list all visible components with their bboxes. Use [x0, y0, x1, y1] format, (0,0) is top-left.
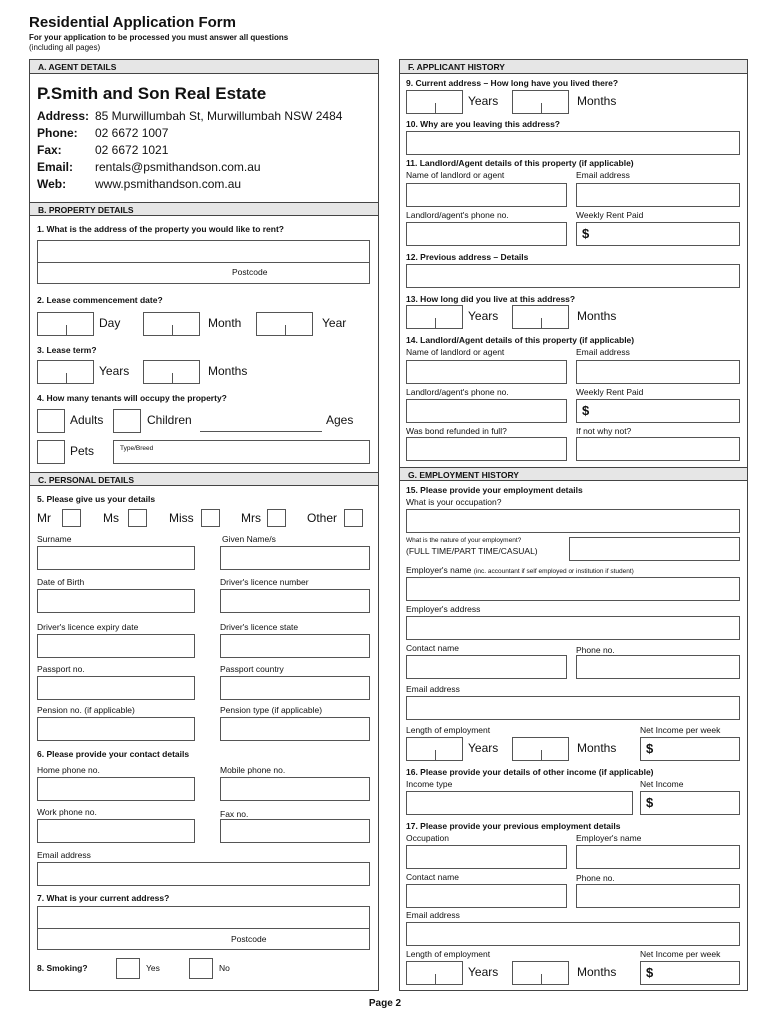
- agent-phone-row: [37, 126, 168, 140]
- months-label: Months: [208, 364, 248, 378]
- dollar-sign-2: $: [582, 403, 590, 418]
- dob-label: Date of Birth: [37, 577, 85, 587]
- agent-address-row: [37, 109, 342, 123]
- title-miss-label: Miss: [169, 511, 194, 525]
- agent-phone: 02 6672 1007: [95, 126, 169, 140]
- prev-weekly-rent-input[interactable]: [576, 399, 740, 423]
- agent-email-row: [37, 160, 261, 174]
- dollar-sign-3: $: [646, 741, 654, 756]
- postcode-label-2: Postcode: [231, 934, 267, 944]
- employment-nature-input[interactable]: [569, 537, 740, 561]
- section-personal-details: C. PERSONAL DETAILS: [30, 472, 378, 486]
- employer-name-text: Employer's name: [406, 565, 472, 575]
- months-label-h1: Months: [577, 94, 617, 108]
- prev-weekly-rent-label: Weekly Rent Paid: [576, 387, 644, 397]
- licence-state-input[interactable]: [220, 634, 370, 658]
- postcode-label: Postcode: [232, 267, 268, 277]
- question-12: 12. Previous address – Details: [406, 252, 529, 262]
- employer-name-note: (inc. accountant if self employed or institution if student): [473, 568, 634, 575]
- prev-contact-name-input[interactable]: [406, 884, 567, 908]
- lease-day-input[interactable]: [37, 312, 94, 336]
- if-not-label: If not why not?: [576, 426, 632, 436]
- email-label: Email address: [37, 850, 91, 860]
- landlord-email-input[interactable]: [576, 183, 740, 207]
- email-input[interactable]: [37, 862, 370, 886]
- question-8: 8. Smoking?: [37, 963, 88, 973]
- month-label: Month: [208, 316, 242, 330]
- question-7: 7. What is your current address?: [37, 893, 170, 903]
- prev-landlord-email-input[interactable]: [576, 360, 740, 384]
- other-net-income-input[interactable]: [640, 791, 740, 815]
- type-breed-label: Type/Breed: [120, 445, 154, 452]
- title-ms-checkbox[interactable]: [128, 509, 147, 527]
- form-subtitle: For your application to be processed you must answer all questions: [29, 33, 289, 42]
- pension-type-label: Pension type (if applicable): [220, 705, 323, 715]
- title-ms-label: Ms: [103, 511, 119, 525]
- surname-input[interactable]: [37, 546, 195, 570]
- question-10: 10. Why are you leaving this address?: [406, 119, 560, 129]
- pet-type-input[interactable]: [113, 440, 370, 464]
- smoking-yes-checkbox[interactable]: [116, 958, 140, 979]
- pension-no-label: Pension no. (if applicable): [37, 705, 135, 715]
- prev-landlord-phone-label: Landlord/agent's phone no.: [406, 387, 509, 397]
- ages-label: Ages: [326, 413, 354, 427]
- previous-months-input[interactable]: [512, 305, 569, 329]
- web-label: Web:: [37, 177, 67, 191]
- page-number: Page 2: [368, 998, 402, 1009]
- contact-phone-input[interactable]: [576, 655, 740, 679]
- section-property-details: B. PROPERTY DETAILS: [30, 202, 378, 216]
- question-13: 13. How long did you live at this address?: [406, 294, 576, 304]
- mobile-phone-input[interactable]: [220, 777, 370, 801]
- question-2: 2. Lease commencement date?: [37, 295, 163, 305]
- prev-landlord-phone-input[interactable]: [406, 399, 567, 423]
- title-mr-label: Mr: [37, 511, 51, 525]
- years-label: Years: [99, 364, 130, 378]
- licence-no-input[interactable]: [220, 589, 370, 613]
- employment-years-input[interactable]: [406, 737, 463, 761]
- adults-label: Adults: [70, 413, 104, 427]
- phone-label: Phone:: [37, 126, 78, 140]
- pets-label: Pets: [70, 444, 95, 458]
- prev-phone-no-label: Phone no.: [576, 873, 615, 883]
- previous-address-input[interactable]: [406, 264, 740, 288]
- question-3: 3. Lease term?: [37, 345, 97, 355]
- phone-no-label: Phone no.: [576, 645, 615, 655]
- dollar-sign: $: [582, 226, 590, 241]
- lease-year-input[interactable]: [256, 312, 313, 336]
- address-label: Address:: [37, 109, 90, 123]
- prev-occupation-input[interactable]: [406, 845, 567, 869]
- work-phone-input[interactable]: [37, 819, 195, 843]
- lease-month-input[interactable]: [143, 312, 200, 336]
- contact-name-label: Contact name: [406, 643, 459, 653]
- adults-input[interactable]: [37, 409, 65, 433]
- passport-no-input[interactable]: [37, 676, 195, 700]
- fax-no-label: Fax no.: [220, 809, 249, 819]
- income-type-input[interactable]: [406, 791, 633, 815]
- months-label-h2: Months: [577, 309, 617, 323]
- landlord-phone-label: Landlord/agent's phone no.: [406, 210, 509, 220]
- licence-expiry-input[interactable]: [37, 634, 195, 658]
- passport-no-label: Passport no.: [37, 664, 85, 674]
- question-15: 15. Please provide your employment details: [406, 485, 583, 495]
- income-type-label: Income type: [406, 779, 453, 789]
- months-label-e2: Months: [577, 965, 617, 979]
- licence-state-label: Driver's licence state: [220, 622, 299, 632]
- years-label-e2: Years: [468, 965, 499, 979]
- passport-country-input[interactable]: [220, 676, 370, 700]
- children-input[interactable]: [113, 409, 141, 433]
- dollar-sign-4: $: [646, 795, 654, 810]
- previous-years-input[interactable]: [406, 305, 463, 329]
- question-17: 17. Please provide your previous employment details: [406, 821, 621, 831]
- prev-email-input[interactable]: [406, 922, 740, 946]
- given-names-label: Given Name/s: [222, 534, 276, 544]
- smoking-no-checkbox[interactable]: [189, 958, 213, 979]
- licence-no-label: Driver's licence number: [220, 577, 309, 587]
- question-5: 5. Please give us your details: [37, 494, 156, 504]
- prev-contact-phone-input[interactable]: [576, 884, 740, 908]
- prev-length-label: Length of employment: [406, 949, 491, 959]
- question-1: 1. What is the address of the property you would like to rent?: [37, 224, 285, 234]
- net-income-label-2: Net Income: [640, 779, 684, 789]
- employer-name-input[interactable]: [406, 577, 740, 601]
- employer-name-label: [406, 565, 634, 575]
- agent-fax: 02 6672 1021: [95, 143, 169, 157]
- question-16: 16. Please provide your details of other income (if applicable): [406, 767, 654, 777]
- if-not-input[interactable]: [576, 437, 740, 461]
- title-other-label: Other: [307, 511, 338, 525]
- pension-no-input[interactable]: [37, 717, 195, 741]
- bond-refunded-label: Was bond refunded in full?: [406, 426, 507, 436]
- section-agent-details: A. AGENT DETAILS: [30, 60, 378, 74]
- prev-net-income-label: Net Income per week: [640, 949, 721, 959]
- prev-occupation-label: Occupation: [406, 833, 449, 843]
- title-miss-checkbox[interactable]: [201, 509, 220, 527]
- bond-refunded-input[interactable]: [406, 437, 567, 461]
- home-phone-label: Home phone no.: [37, 765, 100, 775]
- nature-question: What is the nature of your employment?: [406, 537, 522, 544]
- employer-address-label: Employer's address: [406, 604, 481, 614]
- agent-address: 85 Murwillumbah St, Murwillumbah NSW 2484: [95, 109, 343, 123]
- question-4: 4. How many tenants will occupy the property?: [37, 393, 227, 403]
- property-address-input[interactable]: [37, 240, 370, 284]
- years-label-e1: Years: [468, 741, 499, 755]
- section-employment-history: G. EMPLOYMENT HISTORY: [400, 467, 747, 481]
- pets-input[interactable]: [37, 440, 65, 464]
- employment-months-input[interactable]: [512, 737, 569, 761]
- prev-net-income-input[interactable]: [640, 961, 740, 985]
- landlord-name-input[interactable]: [406, 183, 567, 207]
- agent-email: rentals@psmithandson.com.au: [95, 160, 261, 174]
- title-mrs-checkbox[interactable]: [267, 509, 286, 527]
- years-label-h2: Years: [468, 309, 499, 323]
- title-mrs-label: Mrs: [241, 511, 261, 525]
- prev-landlord-name-input[interactable]: [406, 360, 567, 384]
- lease-term-months-input[interactable]: [143, 360, 200, 384]
- employer-address-input[interactable]: [406, 616, 740, 640]
- net-income-label: Net Income per week: [640, 725, 721, 735]
- weekly-rent-label: Weekly Rent Paid: [576, 210, 644, 220]
- dob-input[interactable]: [37, 589, 195, 613]
- landlord-phone-input[interactable]: [406, 222, 567, 246]
- year-label: Year: [322, 316, 347, 330]
- years-label-h1: Years: [468, 94, 499, 108]
- agent-name: P.Smith and Son Real Estate: [37, 84, 267, 103]
- children-label: Children: [147, 413, 192, 427]
- mobile-phone-label: Mobile phone no.: [220, 765, 286, 775]
- agent-web: www.psmithandson.com.au: [95, 177, 242, 191]
- day-label: Day: [99, 316, 121, 330]
- prev-employer-name-input[interactable]: [576, 845, 740, 869]
- prev-landlord-name-label: Name of landlord or agent: [406, 347, 505, 357]
- prev-contact-name-label: Contact name: [406, 872, 459, 882]
- occupation-question: What is your occupation?: [406, 497, 502, 507]
- ages-line[interactable]: [200, 431, 322, 432]
- question-14: 14. Landlord/Agent details of this property (if applicable): [406, 335, 635, 345]
- licence-expiry-label: Driver's licence expiry date: [37, 622, 139, 632]
- length-label: Length of employment: [406, 725, 491, 735]
- contact-name-input[interactable]: [406, 655, 567, 679]
- employer-email-input[interactable]: [406, 696, 740, 720]
- net-income-input[interactable]: [640, 737, 740, 761]
- question-6: 6. Please provide your contact details: [37, 749, 190, 759]
- form-note: (including all pages): [29, 43, 101, 52]
- prev-employment-years-input[interactable]: [406, 961, 463, 985]
- fax-no-input[interactable]: [220, 819, 370, 843]
- landlord-name-label: Name of landlord or agent: [406, 170, 505, 180]
- pension-type-input[interactable]: [220, 717, 370, 741]
- prev-employer-name-label: Employer's name: [576, 833, 642, 843]
- smoking-yes-label: Yes: [146, 963, 160, 973]
- question-11: 11. Landlord/Agent details of this property (if applicable): [406, 158, 634, 168]
- smoking-no-label: No: [219, 963, 230, 973]
- current-years-input[interactable]: [406, 90, 463, 114]
- title-mr-checkbox[interactable]: [62, 509, 81, 527]
- question-9: 9. Current address – How long have you lived there?: [406, 78, 619, 88]
- fax-label: Fax:: [37, 143, 62, 157]
- current-address-input[interactable]: [37, 906, 370, 950]
- email-label: Email:: [37, 160, 74, 174]
- landlord-email-label: Email address: [576, 170, 630, 180]
- leaving-reason-input[interactable]: [406, 131, 740, 155]
- weekly-rent-input[interactable]: [576, 222, 740, 246]
- prev-email-label: Email address: [406, 910, 460, 920]
- work-phone-label: Work phone no.: [37, 807, 97, 817]
- form-title: Residential Application Form: [29, 14, 236, 31]
- prev-landlord-email-label: Email address: [576, 347, 630, 357]
- section-applicant-history: F. APPLICANT HISTORY: [400, 60, 747, 74]
- given-names-input[interactable]: [220, 546, 370, 570]
- title-other-checkbox[interactable]: [344, 509, 363, 527]
- employer-email-label: Email address: [406, 684, 460, 694]
- home-phone-input[interactable]: [37, 777, 195, 801]
- dollar-sign-5: $: [646, 965, 654, 980]
- agent-web-row: [37, 177, 241, 191]
- passport-country-label: Passport country: [220, 664, 284, 674]
- nature-options: (FULL TIME/PART TIME/CASUAL): [406, 546, 538, 556]
- prev-employment-months-input[interactable]: [512, 961, 569, 985]
- occupation-input[interactable]: [406, 509, 740, 533]
- lease-term-years-input[interactable]: [37, 360, 94, 384]
- current-months-input[interactable]: [512, 90, 569, 114]
- surname-label: Surname: [37, 534, 72, 544]
- agent-fax-row: [37, 143, 168, 157]
- months-label-e1: Months: [577, 741, 617, 755]
